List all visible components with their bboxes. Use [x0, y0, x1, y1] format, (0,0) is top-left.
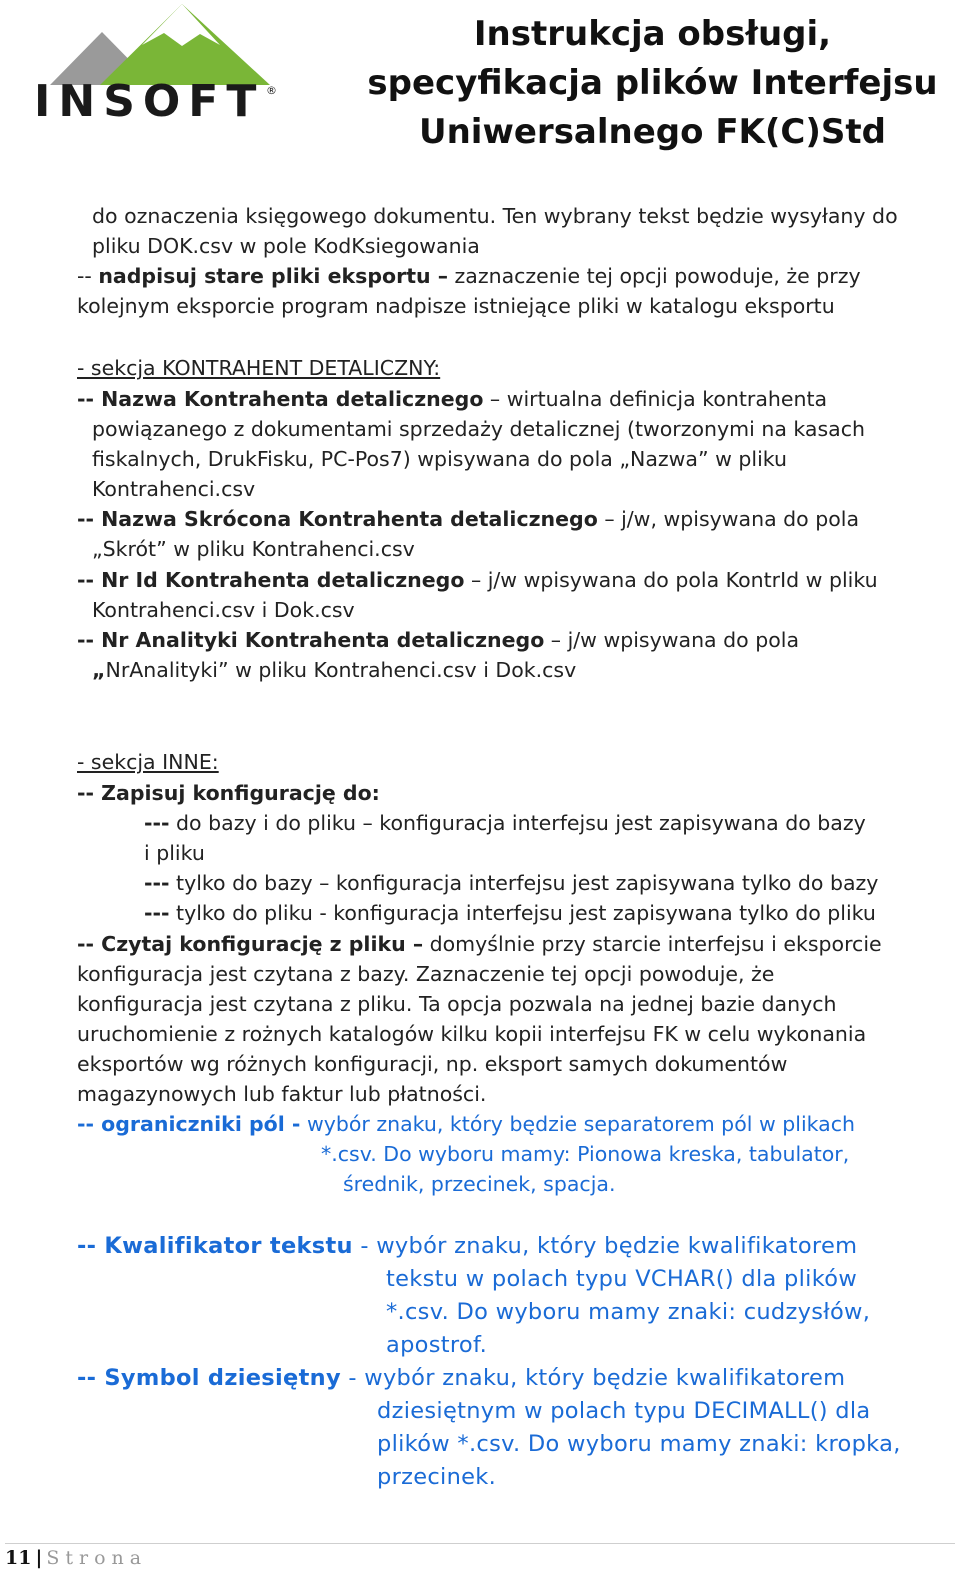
paragraph-line: do oznaczenia księgowego dokumentu. Ten wybrany tekst będzie wysyłany do — [92, 204, 898, 228]
paragraph-line: Kontrahenci.csv i Dok.csv — [92, 598, 355, 622]
paragraph-line: Kontrahenci.csv — [92, 477, 256, 501]
suboption-text: tylko do pliku - konfiguracja interfejsu jest zapisywana tylko do pliku — [169, 901, 876, 925]
quote-mark: „ — [92, 658, 106, 682]
option-nadpisuj — [77, 261, 861, 291]
suboption-tylko-baza — [144, 868, 878, 898]
paragraph-line: średnik, przecinek, spacja. — [343, 1172, 616, 1196]
option-label: -- Nazwa Skrócona Kontrahenta detalicznego — [77, 507, 598, 531]
suboption-text: tylko do bazy – konfiguracja interfejsu jest zapisywana tylko do bazy — [169, 871, 879, 895]
paragraph-line: apostrof. — [386, 1332, 488, 1358]
line-text: NrAnalityki” w pliku Kontrahenci.csv i Dok.csv — [105, 658, 577, 682]
option-nazwa-skrocona — [77, 504, 859, 534]
paragraph-line: tekstu w polach typu VCHAR() dla plików — [386, 1266, 858, 1292]
paragraph-line: *.csv. Do wyboru mamy znaki: cudzysłów, — [386, 1299, 871, 1325]
option-label: -- Nr Id Kontrahenta detalicznego — [77, 568, 465, 592]
option-description: – j/w, wpisywana do pola — [597, 507, 860, 531]
paragraph-line: magazynowych lub faktur lub płatności. — [77, 1082, 487, 1106]
option-description: - wybór znaku, który będzie kwalifikatorem — [352, 1233, 858, 1259]
suboption-dash: --- — [144, 901, 170, 925]
option-label: -- Czytaj konfigurację z pliku – — [77, 932, 424, 956]
paragraph-line: kolejnym eksporcie program nadpisze istniejące pliki w katalogu eksportu — [77, 294, 835, 318]
paragraph-line: przecinek. — [377, 1464, 497, 1490]
section-heading-inne: - sekcja INNE: — [77, 750, 219, 774]
paragraph-line — [92, 655, 576, 685]
paragraph-line: uruchomienie z rożnych katalogów kilku kopii interfejsu FK w celu wykonania — [77, 1022, 867, 1046]
option-czytaj-konfiguracje — [77, 929, 882, 959]
paragraph-line: fiskalnych, DrukFisku, PC-Pos7) wpisywana do pola „Nazwa” w pliku — [92, 447, 788, 471]
option-description: – j/w wpisywana do pola — [544, 628, 800, 652]
option-description: zaznaczenie tej opcji powoduje, że przy — [447, 264, 861, 288]
option-kwalifikator-tekstu — [77, 1231, 857, 1261]
option-symbol-dziesietny — [77, 1363, 845, 1393]
option-description: – wirtualna definicja kontrahenta — [483, 387, 828, 411]
option-label: -- Nr Analityki Kontrahenta detalicznego — [77, 628, 545, 652]
title-line-3: Uniwersalnego FK(C)Std — [418, 112, 887, 152]
footer-divider — [5, 1543, 955, 1544]
paragraph-line: konfiguracja jest czytana z bazy. Zaznaczenie tej opcji powoduje, że — [77, 962, 775, 986]
option-label: -- Nazwa Kontrahenta detalicznego — [77, 387, 484, 411]
suboption-tylko-plik — [144, 898, 876, 928]
page-number-value: 11 — [5, 1547, 32, 1569]
insoft-logo — [30, 0, 280, 125]
option-description: domyślnie przy starcie interfejsu i eksporcie — [423, 932, 882, 956]
option-ograniczniki-pol — [77, 1109, 855, 1139]
option-description: wybór znaku, który będzie separatorem pól w plikach — [300, 1112, 855, 1136]
paragraph-line: „Skrót” w pliku Kontrahenci.csv — [92, 537, 415, 561]
document-title — [355, 10, 950, 157]
option-description: - wybór znaku, który będzie kwalifikatorem — [340, 1365, 846, 1391]
paragraph-line: konfiguracja jest czytana z pliku. Ta opcja pozwala na jednej bazie danych — [77, 992, 837, 1016]
title-line-2: specyfikacja plików Interfejsu — [367, 63, 938, 103]
option-label: -- Symbol dziesiętny — [77, 1365, 341, 1391]
section-heading-kontrahent: - sekcja KONTRAHENT DETALICZNY: — [77, 356, 441, 380]
paragraph-line: *.csv. Do wyboru mamy: Pionowa kreska, tabulator, — [321, 1142, 850, 1166]
option-description: – j/w wpisywana do pola KontrId w pliku — [464, 568, 878, 592]
page-number-separator: | — [35, 1547, 43, 1569]
option-label: -- ograniczniki pól - — [77, 1112, 301, 1136]
option-nr-id — [77, 565, 878, 595]
option-label: nadpisuj stare pliki eksportu – — [98, 264, 448, 288]
page-number — [5, 1545, 147, 1571]
option-prefix: -- — [77, 264, 99, 288]
suboption-text: do bazy i do pliku – konfiguracja interfejsu jest zapisywana do bazy — [169, 811, 866, 835]
option-zapisuj-konfiguracje: -- Zapisuj konfigurację do: — [77, 781, 380, 805]
suboption-baza-i-plik — [144, 808, 866, 838]
suboption-dash: --- — [144, 871, 170, 895]
paragraph-line: i pliku — [144, 841, 205, 865]
option-nazwa-kontrahenta — [77, 384, 827, 414]
logo-text: INSOFT — [34, 76, 265, 125]
paragraph-line: plików *.csv. Do wyboru mamy znaki: kropka, — [377, 1431, 901, 1457]
suboption-dash: --- — [144, 811, 170, 835]
option-nr-analityki — [77, 625, 799, 655]
paragraph-line: pliku DOK.csv w pole KodKsiegowania — [92, 234, 480, 258]
page-word: Strona — [46, 1547, 148, 1569]
title-line-1: Instrukcja obsługi, — [473, 14, 832, 54]
option-label: -- Kwalifikator tekstu — [77, 1233, 353, 1259]
paragraph-line: dziesiętnym w polach typu DECIMALL() dla — [377, 1398, 871, 1424]
paragraph-line: powiązanego z dokumentami sprzedaży detalicznej (tworzonymi na kasach — [92, 417, 865, 441]
paragraph-line: eksportów wg różnych konfiguracji, np. eksport samych dokumentów — [77, 1052, 788, 1076]
trademark-symbol: ® — [266, 84, 277, 97]
